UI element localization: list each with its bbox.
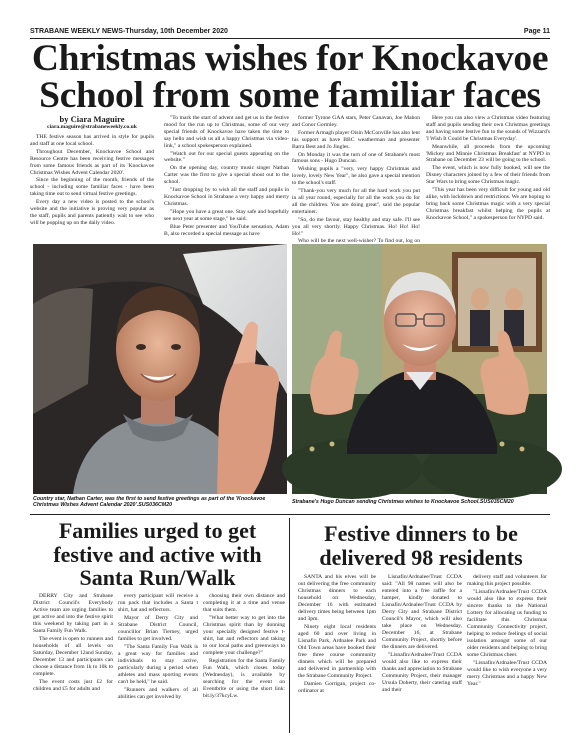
photo-hugo-duncan xyxy=(292,244,547,494)
paragraph: Former Armagh player Oisin McConville has also lent his support as have BBC weatherman and presenter Barra Best and Jo Jingles. xyxy=(292,129,420,150)
story2-column-3 xyxy=(203,593,285,733)
byline-author: by Ciara Maguire xyxy=(59,114,125,124)
paragraph: "What better way to get into the Christmas spirit than by donning your specially designed festive t-shirt, hat and reflectors and taking to our local paths and greenways to complete your challenge?" xyxy=(203,615,285,656)
paragraph: "Hope you have a great one. Stay safe and hopefully see next year at some stage," he said. xyxy=(164,208,289,222)
paragraph: The event is open to runners and households of all levels on Saturday, December 12and Sunday, December 13 and participants can choose a distance from 1k to 10k to complete. xyxy=(33,636,113,677)
paragraph: "So, do me favour, stay healthy and stay safe. I'll see you all very shortly. Happy Christmas. Ho! Ho! Ho! Ho!" xyxy=(292,216,420,237)
story3-column-1 xyxy=(298,574,376,733)
story2-column-1 xyxy=(33,593,113,733)
paragraph: THE festive season has arrived in style for pupils and staff at one local school. xyxy=(30,134,154,147)
paragraph: Ninety eight local residents aged 60 and over living in Lisnafin Park, Ardnalee Park and Old Town areas have booked their free three course community dinners which will be prepared and delivered in partnership with the Strabane Community Project. xyxy=(298,624,376,679)
paragraph: delivery staff and volunteers for making this project possible. xyxy=(467,574,547,587)
paragraph: Every day a new video is posted to the school's website and the initiative is proving very popular as the staff, pupils and parents patiently wait to see who will be popping up on the daily video. xyxy=(30,199,154,226)
column-divider xyxy=(289,518,290,733)
paragraph: Throughout December, Knockavoe School and Resource Centre has been receiving festive messages from some famous friends as part of its 'Knockavoe Christmas Wishes Advent Calendar 2020'. xyxy=(30,148,154,176)
paragraph: choosing their own distance and completing it at a time and venue that suits them. xyxy=(203,593,285,613)
paragraph: Damien Gorrigan, project co-ordinator at xyxy=(298,681,376,694)
paragraph: "To mark the start of advent and get us in the festive mood for the run up to Christmas, some of our very special friends of Knockavoe have taken the time to say hello and wish us all a happy Christmas via video-link," a school spokesperson explained. xyxy=(164,115,289,149)
paragraph: "Lisnafin/Ardnalee/Trust CCDA would like to wish everyone a very merry Christmas and a happy New Year." xyxy=(467,660,547,687)
photo-illustration xyxy=(292,244,547,494)
headline-line-1: Christmas wishes for Knockavoe xyxy=(31,38,549,79)
story2-headline: Families urged to get festive and active with Santa Run/Walk xyxy=(53,518,262,590)
story3-column-3 xyxy=(467,574,547,733)
article-column-2 xyxy=(164,115,289,242)
story2-column-2 xyxy=(118,593,198,733)
article-column-1 xyxy=(30,115,154,265)
paragraph: "Lisnafin/Ardnalee/Trust CCDA would also like to express their thanks and appreciation to Strabane Community Project, their manager Ursula Doherty, their catering staff and their xyxy=(382,652,462,693)
photo-illustration xyxy=(33,244,287,494)
paragraph: Blue Peter presenter and YouTube sensation, Adam B, also recorded a special message as have xyxy=(164,223,289,237)
paragraph: every participant will receive a run pack that includes a Santa t shirt, hat and reflectors. xyxy=(118,593,198,613)
paragraph: Who will be the next well-wisher? To find out, log on xyxy=(298,238,420,245)
paragraph: The event, which is now fully booked, will see the Disney characters joined by a few of their friends from Star Wars to bring some Christmas magic. xyxy=(426,165,550,186)
photo-nathan-carter xyxy=(33,244,287,494)
paragraph: Wishing pupils a "very, very happy Christmas and lovely, lovely New Year", he also gave a special mention to the school's staff. xyxy=(292,166,420,187)
photo-caption-right: Strabane's Hugo Duncan sending Christmas wishes to Knockavoe School.SUS035CM20 xyxy=(292,499,514,505)
photo-caption-left: Country star, Nathan Carter, was the first to send festive greetings as part of the 'Knockavoe Christmas Wishes Advent Calendar 2020'.SUS036CM20 xyxy=(33,496,266,509)
article-column-3 xyxy=(292,115,420,245)
paragraph: Mayor of Derry City and Strabane District Council, councillor Brian Tierney, urged families to get involved. xyxy=(118,615,198,642)
paragraph: "Watch out for our special guests appearing on the website." xyxy=(164,150,289,164)
byline-email: ciara.maguire@strabaneweekly.co.uk xyxy=(47,124,137,130)
headline-line-2: School from some familiar faces xyxy=(39,75,541,116)
paragraph: Registration for the Santa Family Fun Walk, which closes today (Wednesday), is available by searching for the event on Eventbrite or using the short link: bit.ly/37kcyLw. xyxy=(203,658,285,699)
paragraph: "Lisnafin/Ardnalee/Trust CCDA would also like to express their sincere thanks to the National Lottery for allocating us funding to facilitate this Christmas Community Connectivity project, helping to reduce feelings of social isolation amongst some of our older residents and helping to bring some Christmas cheer. xyxy=(467,589,547,658)
story3-column-2 xyxy=(382,574,462,733)
paragraph: On the opening day, country music singer Nathan Carter was the first to give a special shout out to the school. xyxy=(164,165,289,186)
paragraph: Here you can also view a Christmas video featuring staff and pupils sending their own Christmas greetings and having some festive fun to the sounds of Wizzard's 'I Wish It Could be Christmas Everyday'. xyxy=(426,115,550,142)
page-number: Page 11 xyxy=(523,28,550,35)
paragraph: SANTA and his elves will be out delivering the free community Christmas dinners to each household on Wednesday, December 16 with estimated delivery times being between 1pm and 3pm. xyxy=(298,574,376,622)
section-divider xyxy=(30,514,550,515)
paragraph: Since the beginning of the month, friends of the school - including some familiar faces - have been taking time out to send virtual festive greetings. xyxy=(30,177,154,198)
paragraph: The event costs just £2 for children and £5 for adults and xyxy=(33,679,113,692)
paragraph: former Tyrone GAA stars, Peter Canavan, Joe Mahon and Conor Gormley. xyxy=(292,115,420,128)
article-column-4 xyxy=(426,115,550,242)
paragraph: Lisnafin/Ardnalee/Trust CCDA said: "All 98 names will also be entered into a free raffle for a hamper, kindly donated to Lisnafin/Ardnalee/Trust CCDA by Derry City and Strabane District Council's Mayor, which will also take place on Wednesday, December 16, at Strabane Community Project, shortly before the dinners are delivered. xyxy=(382,574,462,650)
paragraph: DERRY City and Strabane District Council's Everybody Active team are urging families to get active and into the festive spirit this weekend by taking part in a Santa Family Fun Walk. xyxy=(33,593,113,634)
paragraph: Meanwhile, all proceeds from the upcoming 'Mickey and Minnie Christmas Breakfast' at NYPD in Strabane on December 23 will be going to the school. xyxy=(426,143,550,164)
story3-headline: Festive dinners to be delivered 98 residents xyxy=(319,521,523,570)
main-headline xyxy=(30,40,550,114)
paragraph: "Just dropping by to wish all the staff and pupils in Knockavoe School in Strabane a very happy and merry Christmas. xyxy=(164,187,289,207)
paragraph: On Monday it was the turn of one of Strabane's most famous sons - Hugo Duncan. xyxy=(292,151,420,165)
paragraph: "The Santa Family Fun Walk is a great way for families and individuals to stay active, particularly during a period when athletes and mass sporting events can't be held," he said. xyxy=(118,644,198,685)
paragraph: "This year has been very difficult for young and old alike, with lockdown and restrictions. We are hoping to bring back some Christmas magic with a very special Christmas breakfast whilst helping the pupils at Knockavoe School," a spokesperson for NYPD said. xyxy=(426,187,550,221)
paragraph: "Thank-you very much for all the hard work you put in all year round, especially for all the work you do for all the children. You are doing great", said the popular entertainer. xyxy=(292,188,420,215)
masthead-date: STRABANE WEEKLY NEWS-Thursday, 10th December 2020 xyxy=(30,28,228,35)
paragraph: "Runners and walkers of all abilities can get involved by xyxy=(118,687,198,700)
